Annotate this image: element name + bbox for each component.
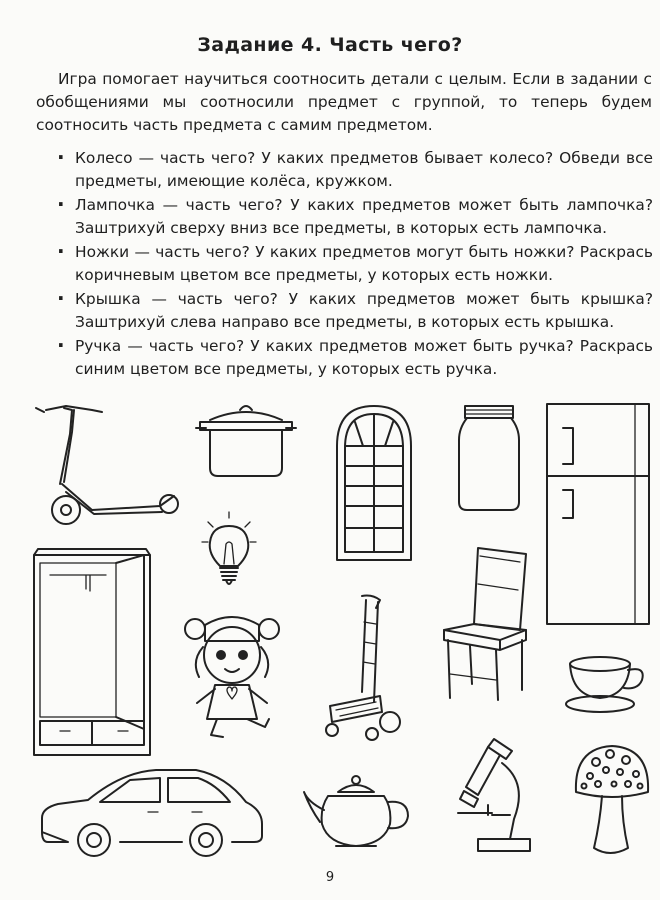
task-item-bulb: · Лампочка — часть чего? У каких предметов может быть лампочка? Заштрихуй сверху вниз все предметы, в которых есть лампочка. [55, 194, 653, 240]
task-item-wheel: · Колесо — часть чего? У каких предметов бывает колесо? Обведи все предметы, имеющие колёса, кружком. [55, 147, 653, 193]
scooter-icon [32, 400, 182, 530]
refrigerator-icon [543, 400, 653, 628]
intro-paragraph: Игра помогает научиться соотносить детали с целым. Если в задании с обобщениями мы соотносили предмет с группой, то теперь будем соотносить часть предмета с самим предметом. [36, 70, 652, 134]
pot-icon [192, 400, 300, 480]
teacup-icon [562, 652, 654, 716]
teapot-icon [300, 772, 415, 852]
task-list [55, 147, 653, 382]
jar-icon [455, 402, 523, 514]
wardrobe-icon [30, 545, 155, 760]
task-item-lid: · Крышка — часть чего? У каких предметов может быть крышка? Заштрихуй слева направо все предметы, в которых есть крышка. [55, 288, 653, 334]
light-bulb-icon [200, 510, 258, 588]
shopping-trolley-icon [322, 592, 408, 748]
doll-icon [175, 607, 295, 740]
task-item-legs: · Ножки — часть чего? У каких предметов могут быть ножки? Раскрась коричневым цветом все предметы, у которых есть ножки. [55, 241, 653, 287]
page-title: Задание 4. Часть чего? [197, 34, 463, 56]
task-item-handle: · Ручка — часть чего? У каких предметов может быть ручка? Раскрась синим цветом все предметы, у которых есть ручка. [55, 335, 653, 381]
microscope-icon [448, 735, 540, 857]
chair-icon [440, 544, 532, 704]
mushroom-icon [570, 742, 654, 860]
page-number: 9 [325, 870, 335, 885]
arched-window-icon [333, 402, 415, 562]
car-icon [36, 762, 266, 860]
